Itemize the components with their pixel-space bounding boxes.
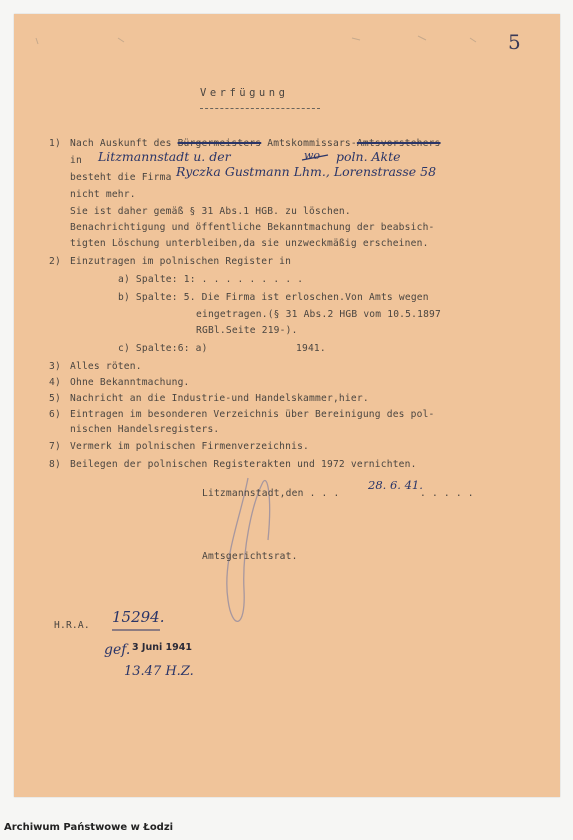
- item-2-text: Einzutragen im polnischen Register in: [70, 256, 292, 267]
- item-1-line-5: Sie ist daher gemäß § 31 Abs.1 HGB. zu löschen.: [70, 206, 351, 217]
- item-1-line-1-mid: Amtskommissars-: [267, 138, 357, 149]
- hra-label: H.R.A.: [54, 620, 90, 631]
- place-date-prefix: Litzmannstadt,den . . .: [202, 488, 340, 499]
- item-5-number: 5): [49, 393, 61, 404]
- item-1-line-3-pre: besteht die Firma: [70, 172, 172, 183]
- handwritten-hra-number: 15294.: [112, 608, 165, 626]
- item-2-b-line-2: eingetragen.(§ 31 Abs.2 HGB vom 10.5.1897: [196, 309, 442, 320]
- item-7-number: 7): [49, 441, 61, 452]
- item-1-line-1-pre: Nach Auskunft des: [70, 138, 172, 149]
- item-2-a: a) Spalte: 1: . . . . . . . . .: [118, 274, 304, 285]
- page-number: 5: [508, 30, 521, 54]
- item-1-number: 1): [49, 138, 61, 149]
- item-6-text: Eintragen im besonderen Verzeichnis über Bereinigung des pol-: [70, 409, 435, 420]
- place-date-suffix: . . . . .: [420, 488, 474, 499]
- item-3-text: Alles röten.: [70, 361, 142, 372]
- item-6-number: 6): [49, 409, 61, 420]
- handwritten-gef: gef.: [104, 642, 131, 658]
- pencil-signature: [227, 478, 270, 621]
- item-1-line-1: [70, 138, 441, 149]
- handwritten-date: 28. 6. 41.: [368, 478, 423, 492]
- archive-name: Archiwum Państwowe w Łodzi: [4, 822, 174, 833]
- archive-footer: [0, 814, 573, 840]
- date-stamp: 3 Juni 1941: [132, 642, 192, 653]
- item-2-c-year: 1941.: [296, 343, 326, 354]
- item-1-line-2-pre: in: [70, 155, 82, 166]
- handwritten-firm-name: Ryczka Gustmann Lhm., Lorenstrasse 58: [176, 164, 437, 179]
- struck-word-amtsvorsteher: Amtsvorstehers: [356, 138, 441, 149]
- struck-word-buergermeister: Bürgermeisters: [177, 138, 262, 149]
- title-underline: [200, 108, 320, 109]
- item-2-b-line-3: RGBl.Seite 219-).: [196, 325, 298, 336]
- handwritten-stamp-note: 13.47 H.Z.: [124, 664, 194, 679]
- item-4-number: 4): [49, 377, 61, 388]
- handwritten-struck-word: wo: [304, 149, 321, 162]
- handwritten-location: Litzmannstadt u. der: [98, 149, 231, 164]
- item-7-text: Vermerk im polnischen Firmenverzeichnis.: [70, 441, 310, 452]
- item-2-number: 2): [49, 256, 61, 267]
- item-1-line-7: tigten Löschung unterbleiben,da sie unzweckmäßig erscheinen.: [70, 238, 429, 249]
- item-1-line-4: nicht mehr.: [70, 189, 136, 200]
- item-3-number: 3): [49, 361, 61, 372]
- court-title: Amtsgerichtsrat.: [202, 551, 298, 562]
- item-2-c-label: c) Spalte:6: a): [118, 343, 208, 354]
- page-title: Verfügung: [200, 87, 289, 99]
- item-2-b-line-1: b) Spalte: 5. Die Firma ist erloschen.Von Amts wegen: [118, 292, 429, 303]
- handwritten-poln-akte: poln. Akte: [336, 149, 401, 164]
- item-4-text: Ohne Bekanntmachung.: [70, 377, 190, 388]
- item-8-text: Beilegen der polnischen Registerakten und 1972 vernichten.: [70, 459, 417, 470]
- item-5-text: Nachricht an die Industrie-und Handelskammer,hier.: [70, 393, 369, 404]
- item-1-line-6: Benachrichtigung und öffentliche Bekanntmachung der beabsich-: [70, 222, 435, 233]
- item-8-number: 8): [49, 459, 61, 470]
- item-6-text-cont: nischen Handelsregisters.: [70, 424, 220, 435]
